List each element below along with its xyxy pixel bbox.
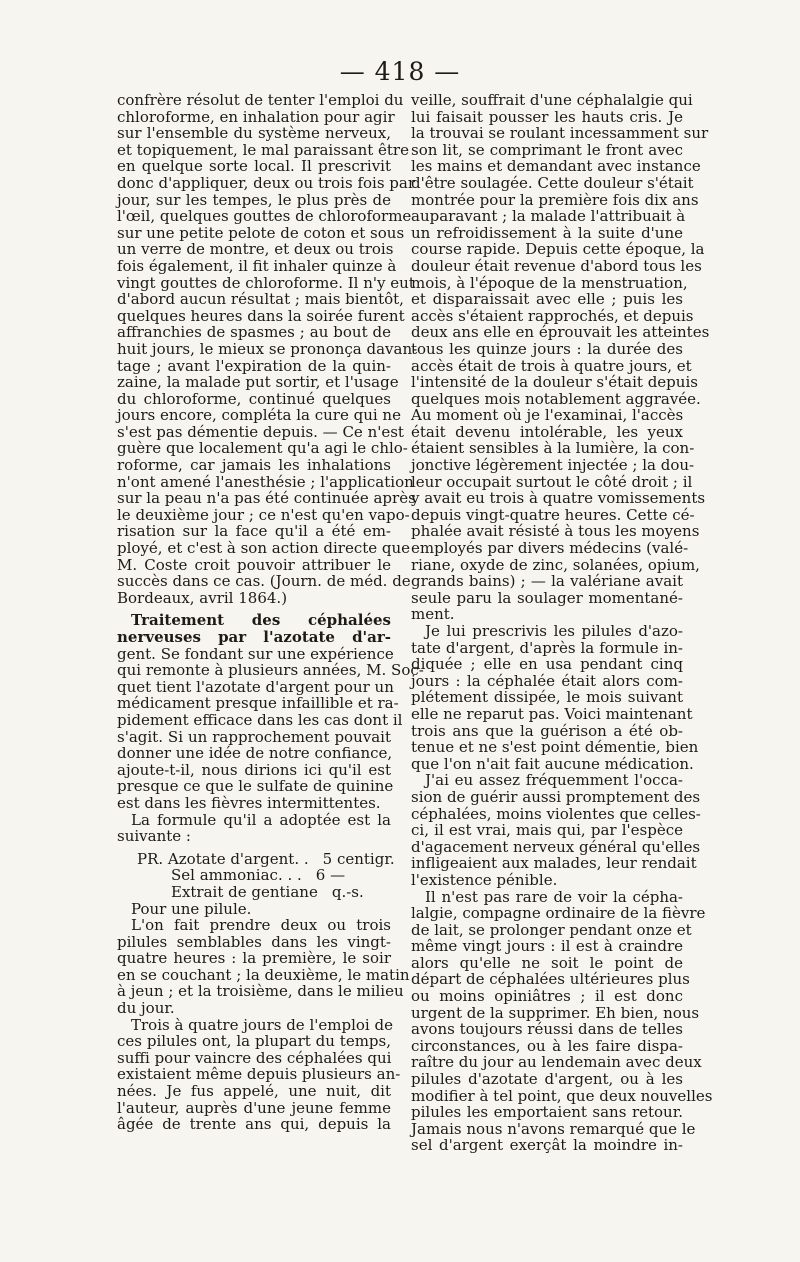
- text-line: quatre heures : la première, le soir: [117, 949, 391, 968]
- text-line: lalgie, compagne ordinaire de la fièvre: [411, 904, 706, 923]
- text-line: céphalées, moins violentes que celles-: [411, 804, 701, 823]
- left-column: [117, 91, 424, 1134]
- text-line: ces pilules ont, la plupart du temps,: [117, 1032, 391, 1051]
- text-line: leur occupait surtout le côté droit ; il: [411, 472, 693, 491]
- formula-line: [117, 849, 395, 868]
- text-line: jours encore, compléta la cure qui ne: [117, 406, 401, 425]
- text-line: roforme, car jamais les inhalations: [117, 456, 391, 475]
- text-line: s'est pas démentie depuis. — Ce n'est: [117, 422, 404, 441]
- text-line: sur la peau n'a pas été continuée après: [117, 489, 416, 508]
- text-line: infligeaient aux malades, leur rendait: [411, 854, 697, 873]
- section-heading-line: nerveuses par l'azotate d'ar-: [117, 628, 391, 646]
- text-line: étaient sensibles à la lumière, la con-: [411, 439, 695, 458]
- text-line: ci, il est vrai, mais qui, par l'espèce: [411, 821, 683, 840]
- text-line: raître du jour au lendemain avec deux: [411, 1053, 702, 1072]
- text-line: avons toujours réussi dans de telles: [411, 1020, 683, 1039]
- text-line: un refroidissement à la suite d'une: [411, 223, 683, 242]
- text-line: diquée ; elle en usa pendant cinq: [411, 655, 683, 674]
- text-line: Jamais nous n'avons remarqué que le: [411, 1119, 696, 1138]
- text-line: jours : la céphalée était alors com-: [411, 671, 683, 690]
- text-line: phalée avait résisté à tous les moyens: [411, 522, 700, 541]
- text-line: un verre de montre, et deux ou trois: [117, 240, 394, 259]
- text-line: depuis vingt-quatre heures. Cette cé-: [411, 505, 695, 524]
- text-line: médicament presque infaillible et ra-: [117, 694, 399, 713]
- text-line: elle ne reparut pas. Voici maintenant: [411, 704, 693, 723]
- text-line: quelques heures dans la soirée furent: [117, 306, 405, 325]
- text-line: tage ; avant l'expiration de la quin-: [117, 356, 391, 375]
- text-line: du chloroforme, continué quelques: [117, 389, 391, 408]
- text-line: pilules semblables dans les vingt-: [117, 932, 391, 951]
- text-line: d'être soulagée. Cette douleur s'était: [411, 173, 694, 192]
- text-line: que l'on n'ait fait aucune médication.: [411, 754, 694, 773]
- text-line: La formule qu'il a adoptée est la: [131, 810, 391, 829]
- text-line: trois ans que la guérison a été ob-: [411, 721, 683, 740]
- text-line: jonctive légèrement injectée ; la dou-: [411, 456, 695, 475]
- text-line: les mains et demandant avec instance: [411, 157, 701, 176]
- text-line: course rapide. Depuis cette époque, la: [411, 240, 705, 259]
- text-line: vingt gouttes de chloroforme. Il n'y eut: [117, 273, 415, 292]
- text-line: accès s'étaient rapprochés, et depuis: [411, 306, 694, 325]
- text-line: est dans les fièvres intermittentes.: [117, 793, 381, 812]
- text-line: était devenu intolérable, les yeux: [411, 422, 683, 441]
- text-line: suffi pour vaincre des céphalées qui: [117, 1048, 392, 1067]
- formula-dose: q.-s.: [331, 882, 364, 901]
- text-line: n'ont amené l'anesthésie ; l'application: [117, 472, 414, 491]
- text-line: tate d'argent, d'après la formule in-: [411, 638, 683, 657]
- text-line: tenue et ne s'est point démentie, bien: [411, 738, 699, 757]
- text-line: Il n'est pas rare de voir la cépha-: [425, 887, 683, 906]
- text-line: Trois à quatre jours de l'emploi de: [131, 1015, 393, 1034]
- text-line: tous les quinze jours : la durée des: [411, 339, 683, 358]
- text-line: d'agacement nerveux général qu'elles: [411, 837, 701, 856]
- text-line: s'agit. Si un rapprochement pouvait: [117, 727, 391, 746]
- text-line: succès dans ce cas. (Journ. de méd. de: [117, 572, 411, 591]
- text-line: J'ai eu assez fréquemment l'occa-: [425, 771, 683, 790]
- text-line: en quelque sorte local. Il prescrivit: [117, 157, 391, 176]
- text-line: presque ce que le sulfate de quinine: [117, 777, 394, 796]
- text-line: l'œil, quelques gouttes de chloroforme: [117, 207, 412, 226]
- text-line: accès était de trois à quatre jours, et: [411, 356, 692, 375]
- formula-line: [117, 884, 391, 901]
- text-line: modifier à tel point, que deux nouvelles: [411, 1086, 713, 1105]
- formula-ingredient: Sel ammoniac. . .: [171, 866, 302, 885]
- text-line: le deuxième jour ; ce n'est qu'en vapo-: [117, 505, 410, 524]
- text-line: départ de céphalées ultérieures plus: [411, 970, 690, 989]
- text-line: donner une idée de notre confiance,: [117, 744, 393, 763]
- text-line: Bordeaux, avril 1864.): [117, 588, 288, 607]
- text-line: ajoute-t-il, nous dirions ici qu'il est: [117, 760, 391, 779]
- text-line: de lait, se prolonger pendant onze et: [411, 920, 692, 939]
- section-heading-line: Traitement des céphalées: [131, 611, 391, 630]
- text-line: d'abord aucun résultat ; mais bientôt,: [117, 290, 404, 309]
- text-line: veille, souffrait d'une céphalalgie qui: [411, 91, 693, 109]
- text-line: plétement dissipée, le mois suivant: [411, 688, 683, 707]
- text-line: quet tient l'azotate d'argent pour un: [117, 677, 394, 696]
- text-line: Je lui prescrivis les pilules d'azo-: [425, 622, 683, 640]
- text-line: à jeun ; et la troisième, dans le milieu: [117, 982, 404, 1001]
- text-line: L'on fait prendre deux ou trois: [131, 916, 391, 935]
- right-column: [411, 91, 713, 1155]
- text-line: même vingt jours : il est à craindre: [411, 937, 683, 956]
- text-line: fois également, il fit inhaler quinze à: [117, 256, 397, 275]
- text-line: deux ans elle en éprouvait les atteintes: [411, 323, 710, 342]
- text-line: et disparaissait avec elle ; puis les: [411, 290, 683, 309]
- text-line: âgée de trente ans qui, depuis la: [117, 1115, 391, 1134]
- formula-ingredient: Extrait de gentiane: [171, 882, 318, 901]
- text-line: ployé, et c'est à son action directe que: [117, 539, 411, 558]
- text-line: la trouvai se roulant incessamment sur: [411, 124, 709, 143]
- page-number: — 418 —: [339, 57, 461, 86]
- text-line: sur une petite pelote de coton et sous: [117, 223, 405, 242]
- text-line: ment.: [411, 605, 455, 624]
- formula-line: [117, 867, 391, 884]
- text-line: gent. Se fondant sur une expérience: [117, 644, 394, 663]
- text-line: Pour une pilule.: [131, 899, 252, 918]
- text-line: y avait eu trois à quatre vomissements: [411, 489, 706, 508]
- text-line: nées. Je fus appelé, une nuit, dit: [117, 1082, 391, 1101]
- text-line: affranchies de spasmes ; au bout de: [117, 323, 391, 342]
- text-line: sur l'ensemble du système nerveux,: [117, 124, 391, 143]
- text-line: son lit, se comprimant le front avec: [411, 140, 683, 159]
- text-line: urgent de la supprimer. Eh bien, nous: [411, 1003, 700, 1022]
- text-line: chloroforme, en inhalation pour agir: [117, 107, 395, 126]
- text-line: employés par divers médecins (valé-: [411, 539, 689, 558]
- text-line: Au moment où je l'examinai, l'accès: [411, 406, 684, 425]
- text-line: risation sur la face qu'il a été em-: [117, 522, 391, 541]
- text-line: donc d'appliquer, deux ou trois fois par: [117, 173, 416, 192]
- text-line: zaine, la malade put sortir, et l'usage: [117, 373, 399, 392]
- text-line: l'intensité de la douleur s'était depuis: [411, 373, 698, 392]
- text-line: pidement efficace dans les cas dont il: [117, 710, 403, 729]
- text-line: grands bains) ; — la valériane avait: [411, 572, 683, 591]
- formula-dose: 5 centigr.: [322, 849, 395, 868]
- text-line: en se couchant ; la deuxième, le matin: [117, 965, 410, 984]
- text-line: douleur était revenue d'abord tous les: [411, 256, 702, 275]
- formula-ingredient: PR. Azotate d'argent. .: [137, 849, 309, 868]
- text-line: M. Coste croit pouvoir attribuer le: [117, 555, 391, 574]
- text-line: du jour.: [117, 999, 175, 1018]
- text-line: existaient même depuis plusieurs an-: [117, 1065, 401, 1084]
- text-line: circonstances, ou à les faire dispa-: [411, 1036, 683, 1055]
- text-line: guère que localement qu'a agi le chlo-: [117, 439, 408, 458]
- text-line: lui faisait pousser les hauts cris. Je: [411, 107, 683, 126]
- text-line: suivante :: [117, 827, 191, 846]
- text-line: huit jours, le mieux se prononça davan-: [117, 339, 418, 358]
- text-line: et topiquement, le mal paraissant être: [117, 140, 409, 159]
- text-line: alors qu'elle ne soit le point de: [411, 953, 683, 972]
- text-line: ou moins opiniâtres ; il est donc: [411, 987, 683, 1006]
- text-line: mois, à l'époque de la menstruation,: [411, 273, 688, 292]
- text-line: jour, sur les tempes, le plus près de: [117, 190, 391, 209]
- text-line: sion de guérir aussi promptement des: [411, 787, 701, 806]
- formula-dose: 6 —: [315, 866, 346, 885]
- text-line: sel d'argent exerçât la moindre in-: [411, 1136, 683, 1155]
- text-line: riane, oxyde de zinc, solanées, opium,: [411, 555, 700, 574]
- text-line: qui remonte à plusieurs années, M. Soc-: [117, 661, 424, 680]
- text-line: confrère résolut de tenter l'emploi du: [117, 91, 404, 109]
- text-line: pilules d'azotate d'argent, ou à les: [411, 1070, 683, 1089]
- text-line: montrée pour la première fois dix ans: [411, 190, 699, 209]
- text-line: l'existence pénible.: [411, 870, 558, 889]
- text-line: seule paru la soulager momentané-: [411, 588, 683, 607]
- text-line: auparavant ; la malade l'attribuait à: [411, 207, 686, 226]
- text-line: quelques mois notablement aggravée.: [411, 389, 701, 408]
- text-line: pilules les emportaient sans retour.: [411, 1103, 683, 1122]
- text-line: l'auteur, auprès d'une jeune femme: [117, 1098, 391, 1117]
